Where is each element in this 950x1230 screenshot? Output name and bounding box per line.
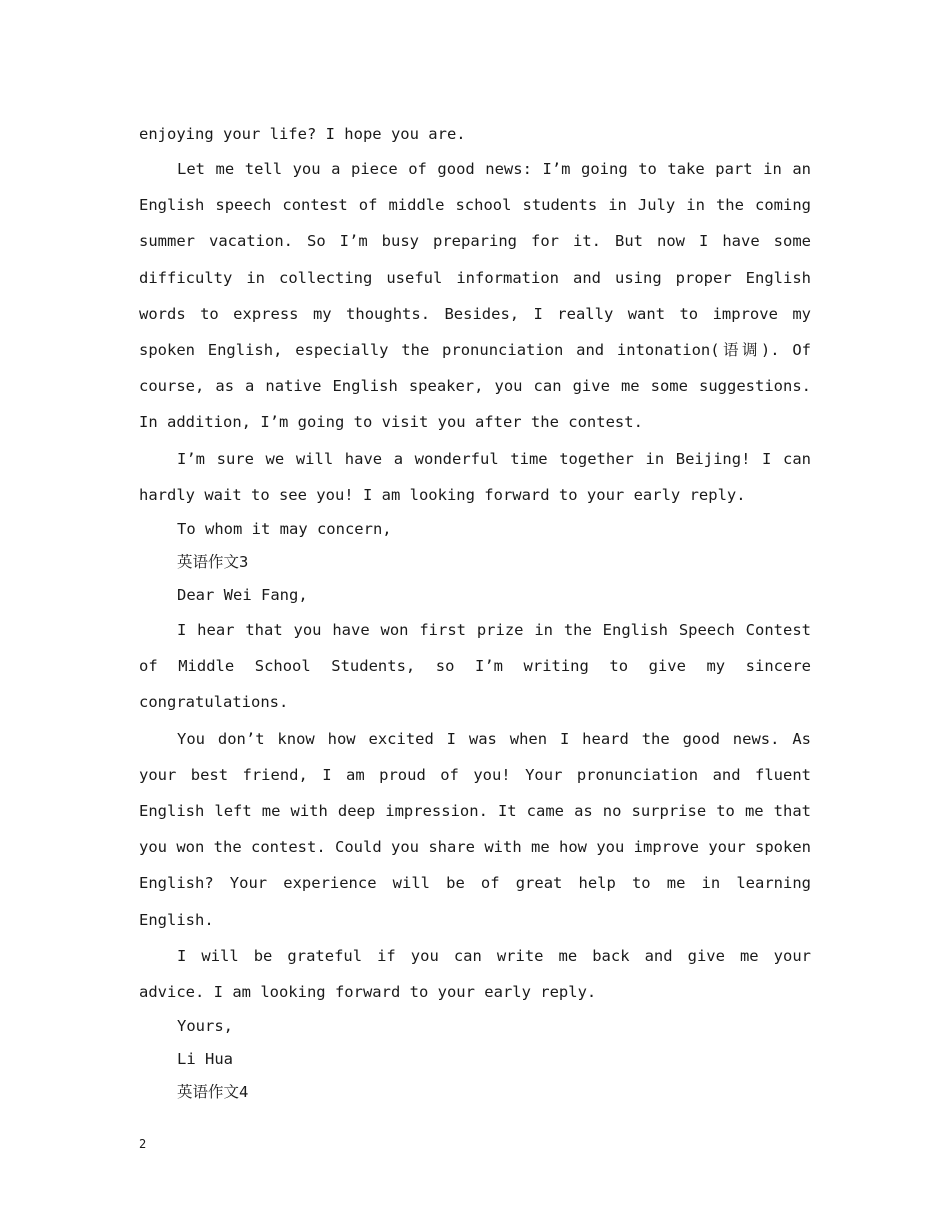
closing: Yours, [177,1017,233,1036]
paragraph: I will be grateful if you can write me back and give me your advice. I am looking forward to your early reply. [139,946,811,1002]
paragraph: I hear that you have won first prize in the English Speech Contest of Middle School Students, so I’m writing to give my sincere congratulations. [139,621,811,712]
paragraph: Let me tell you a piece of good news: I’m going to take part in an English speech contest of middle school students in July in the coming summer vacation. So I’m busy preparing for it. But now I have some difficulty in collecting useful information and using proper English words to express my thoughts. Besides, I really want to improve my spoken English, especially the pronunciation and intonation(语调). Of course, as a native English speaker, you can give me some suggestions. In addition, I’m going to visit you after the contest. [139,160,811,432]
page-number: 2 [139,1137,147,1151]
salutation: Dear Wei Fang, [177,586,308,605]
paragraph: To whom it may concern, [177,520,392,539]
paragraph: I’m sure we will have a wonderful time together in Beijing! I can hardly wait to see you! I am looking forward to your early reply. [139,449,811,504]
section-heading: 英语作文3 [177,553,249,572]
signature-name: Li Hua [177,1050,233,1069]
section-heading: 英语作文4 [177,1083,249,1102]
paragraph: You don’t know how excited I was when I heard the good news. As your best friend, I am proud of you! Your pronunciation and fluent English left me with deep impression. It came as no surprise to me that you won the contest. Could you share with me how you improve your spoken English? Your experience will be of great help to me in learning English. [139,729,811,929]
document-body [139,118,811,1109]
paragraph: enjoying your life? I hope you are. [139,125,466,143]
